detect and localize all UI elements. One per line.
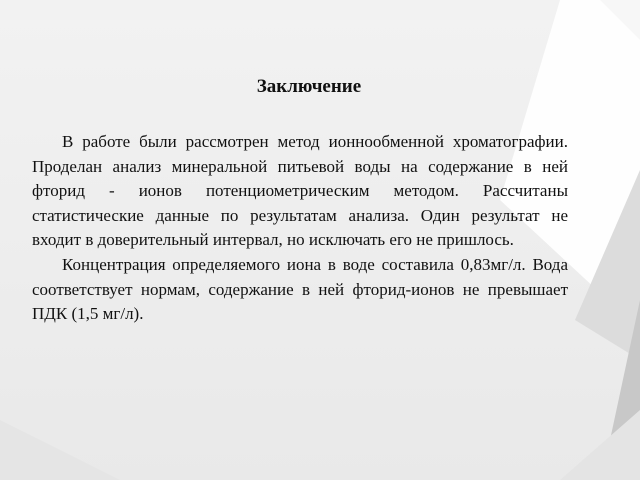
paragraph-1: В работе были рассмотрен метод ионнообменной хроматографии. Проделан анализ минеральной питьевой воды на содержание в ней фторид - ионов потенциометрическим методом. Рассчитаны статистические данные по результатам анализа. Один результат не входит в доверительный интервал, но исключать его не пришлось.: [32, 132, 568, 250]
decor-facet-bottom: [560, 410, 640, 480]
paragraph-2: Концентрация определяемого иона в воде составила 0,83мг/л. Вода соответствует нормам, содержание в ней фторид-ионов не превышает ПДК (1,5 мг/л).: [32, 254, 568, 324]
slide-body: [32, 130, 568, 327]
decor-facet-left: [0, 420, 120, 480]
slide-title: Заключение: [256, 76, 362, 97]
